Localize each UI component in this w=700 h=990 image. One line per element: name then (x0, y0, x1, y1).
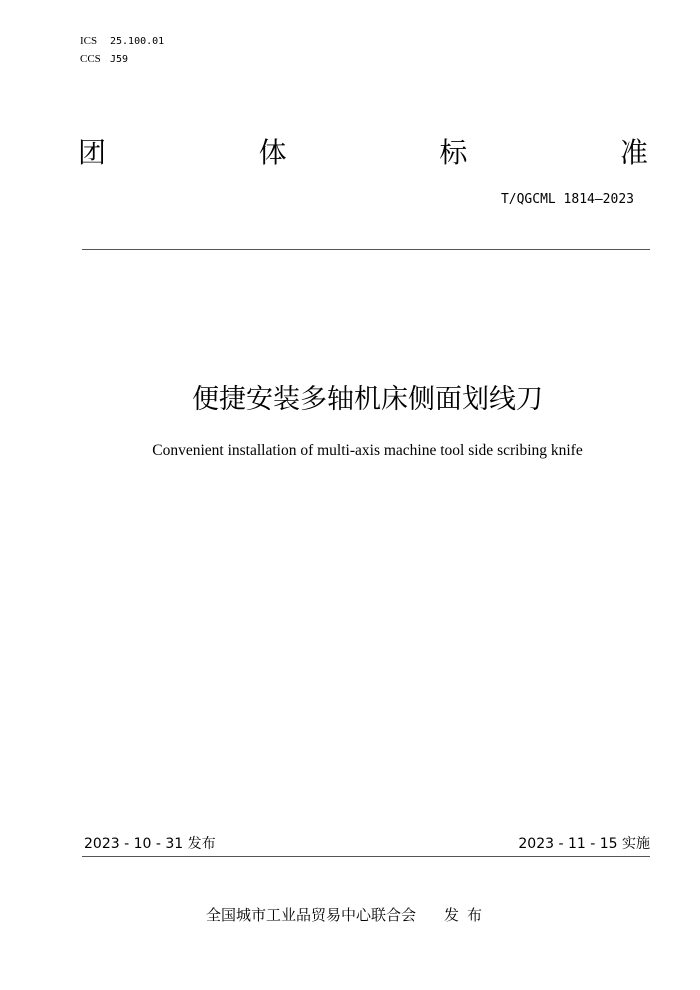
standard-type-heading (78, 133, 648, 173)
implementation-date: 2023 - 11 - 15 实施 (518, 836, 650, 852)
document-title-english: Convenient installation of multi-axis machine tool side scribing knife (152, 442, 583, 459)
standard-type-char: 体 (258, 136, 287, 169)
ccs-code (80, 52, 128, 67)
issuing-organization (206, 904, 490, 926)
ics-label: ICS (80, 35, 98, 47)
ics-code (80, 34, 164, 49)
ics-value: 25.100.01 (110, 36, 165, 47)
standard-type-char: 团 (78, 136, 107, 169)
standard-type-char: 标 (439, 136, 468, 169)
standard-type-char: 准 (619, 136, 648, 169)
issue-date: 2023 - 10 - 31 发布 (84, 836, 216, 852)
standard-number: T/QGCML 1814—2023 (500, 192, 634, 207)
top-divider (82, 249, 650, 250)
issuer-action: 发布 (444, 906, 491, 924)
ccs-label: CCS (80, 53, 101, 65)
document-title-chinese: 便捷安装多轴机床侧面划线刀 (192, 384, 543, 415)
issuer-name: 全国城市工业品贸易中心联合会 (206, 906, 417, 924)
ccs-value: J59 (110, 54, 129, 65)
bottom-divider (82, 856, 650, 857)
